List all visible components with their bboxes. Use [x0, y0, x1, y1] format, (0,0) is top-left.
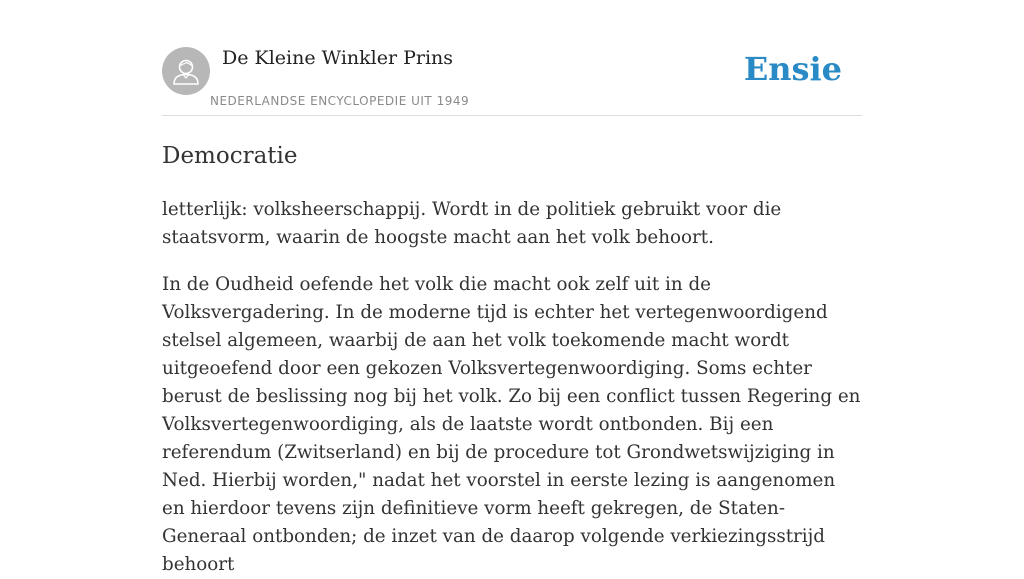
- article-paragraph: letterlijk: volksheerschappij. Wordt in de politiek gebruikt voor die staatsvorm, waarin de hoogste macht aan het volk behoort.: [162, 199, 782, 248]
- article-paragraph: In de Oudheid oefende het volk die macht ook zelf uit in de Volksvergadering. In de moderne tijd is echter het vertegenwoordigend stelsel algemeen, waarbij de aan het volk toekomende macht wordt uitgeoefend door een gekozen Volksvertegenwoordiging. Soms echter berust de beslissing nog bij het volk. Zo bij een conflict tussen Regering en Volksvertegenwoordiging, als de laatste wordt ontbonden. Bij een referendum (Zwitserland) en bij de procedure tot Grondwetswijziging in Ned. Hierbij worden," nadat het voorstel in eerste lezing is aangenomen en hierdoor tevens zijn definitieve vorm heeft gekregen, de Staten-Generaal ontbonden; de inzet van de daarop volgende verkiezingsstrijd behoort: [162, 274, 861, 575]
- header: [162, 0, 862, 116]
- user-silhouette-icon: [162, 47, 210, 95]
- content-column: [162, 0, 862, 579]
- article-body: [162, 196, 862, 579]
- author-name-link[interactable]: De Kleine Winkler Prins: [222, 47, 454, 69]
- author-subtitle: NEDERLANDSE ENCYCLOPEDIE UIT 1949: [210, 94, 470, 108]
- author-avatar[interactable]: [162, 47, 210, 95]
- article-title: Democratie: [162, 143, 298, 169]
- brand-logo-link[interactable]: Ensie: [743, 50, 842, 88]
